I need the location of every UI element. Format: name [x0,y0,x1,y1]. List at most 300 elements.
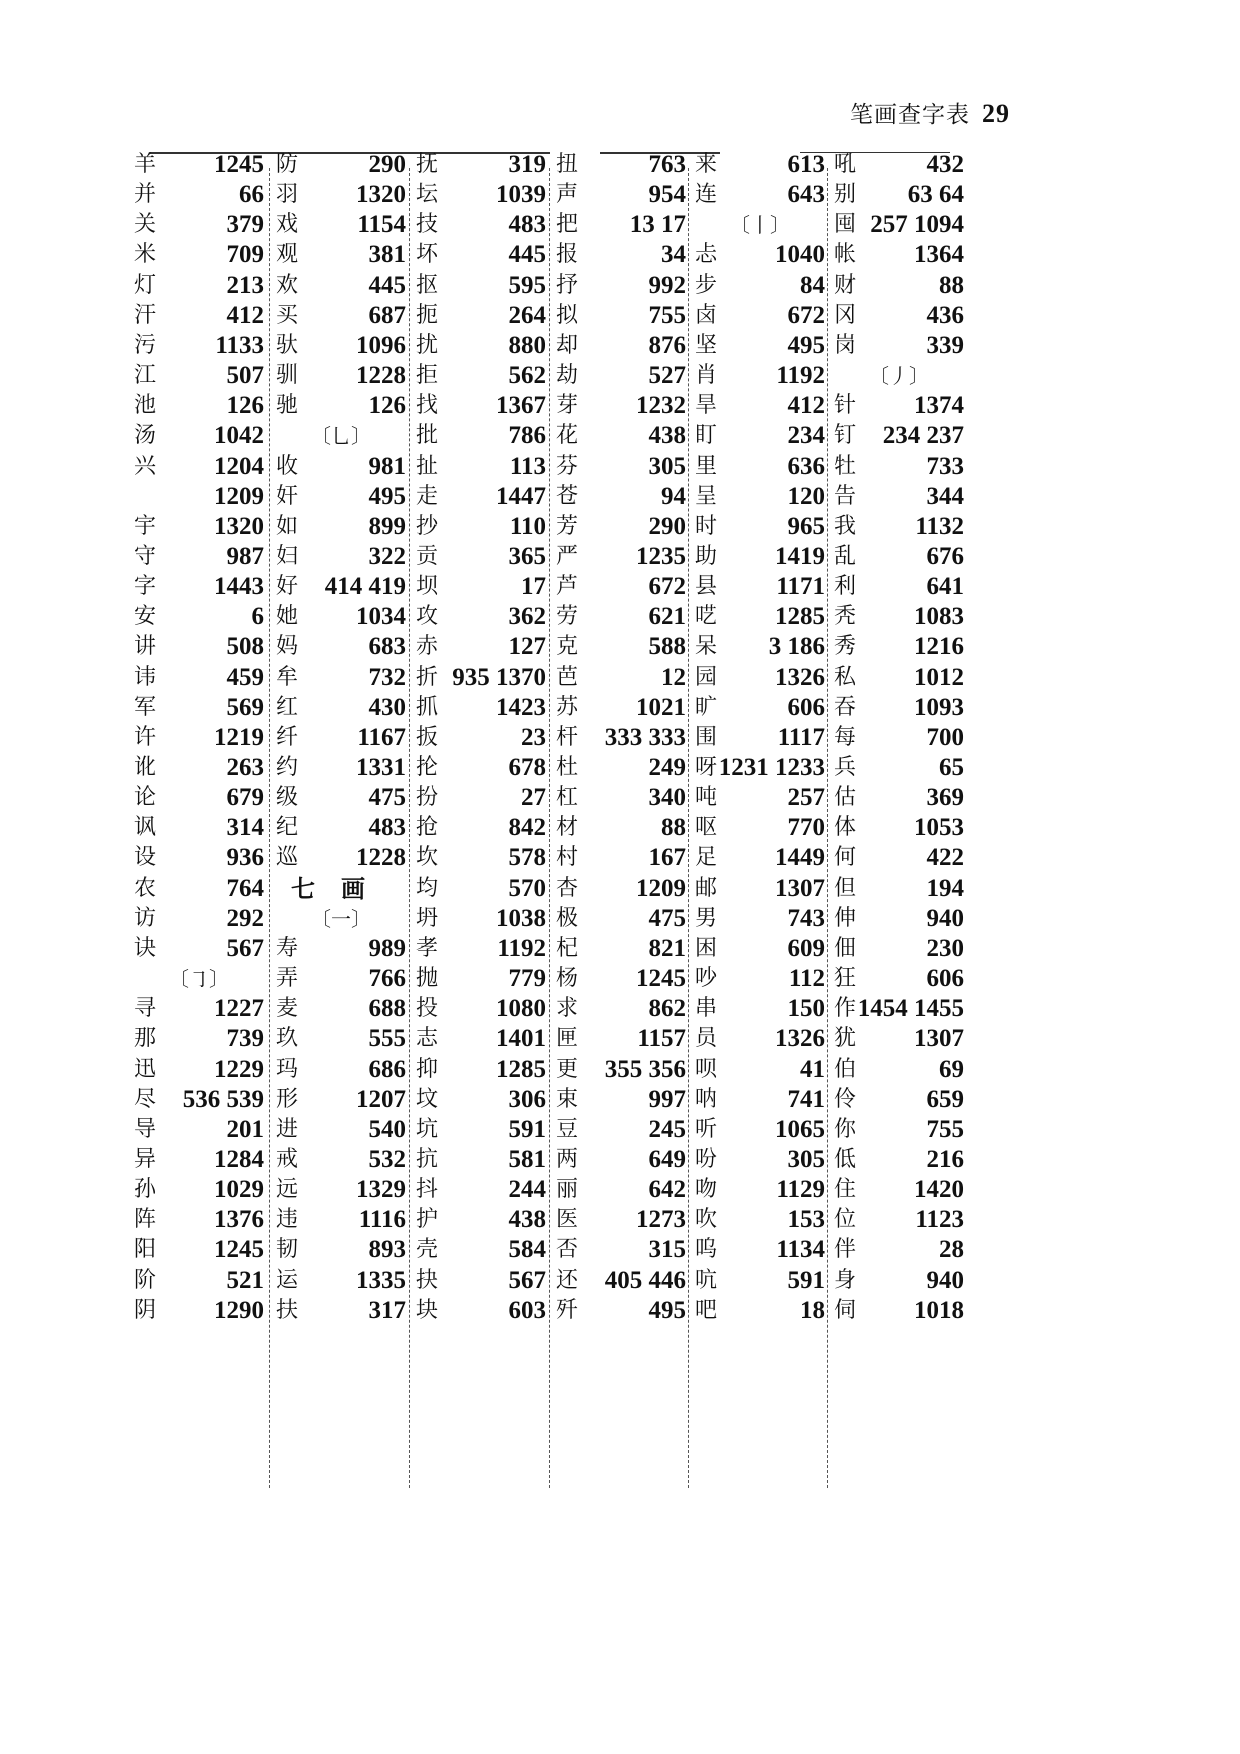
entry-character: 员 [695,1026,718,1052]
entry-page-number: 1042 [214,422,264,450]
entry-character: 扭 [556,152,579,177]
entry-character: 劫 [556,363,579,389]
entry-page-number: 567 [508,1266,546,1294]
entry-page-number: 150 [787,995,825,1023]
entry-character: 伶 [834,1086,857,1112]
entry-page-number: 540 [368,1115,406,1143]
entry-page-number: 1228 [356,362,406,390]
entry-page-number: 1235 [636,542,686,570]
entry-character: 坎 [416,845,439,871]
entry-character: 观 [276,242,299,268]
entry-character: 妇 [276,543,299,569]
entry-character: 每 [834,724,857,750]
entry-character: 羽 [276,182,299,208]
entry-character: 江 [134,363,157,389]
entry-page-number: 1034 [356,603,406,631]
entry-page-number: 1080 [496,995,546,1023]
entry-character: 把 [556,212,579,238]
entry-page-number: 679 [226,784,264,812]
entry-character: 关 [134,212,157,238]
entry-page-number: 369 [926,784,964,812]
entry-character: 抓 [416,694,439,720]
entry-page-number: 1335 [356,1266,406,1294]
entry-character: 找 [416,393,439,419]
entry-page-number: 1012 [914,663,964,691]
entry-page-number: 63 64 [907,181,964,209]
entry-page-number: 591 [787,1266,825,1294]
entry-character: 阶 [134,1267,157,1293]
entry-page-number: 570 [508,874,546,902]
entry-character: 坚 [695,332,718,358]
entry-character: 志 [416,1026,439,1052]
entry-character: 寿 [276,935,299,961]
entry-character: 抒 [556,272,579,298]
entry-page-number: 687 [368,301,406,329]
entry-character: 级 [276,785,299,811]
entry-character: 折 [416,664,439,690]
entry-page-number: 1307 [914,1025,964,1053]
entry-character: 讽 [134,815,157,841]
entry-page-number: 65 [939,754,964,781]
entry-character: 安 [134,604,157,630]
entry-page-number: 412 [787,392,825,420]
entry-page-number: 1232 [636,392,686,420]
entry-page-number: 862 [648,995,686,1023]
entry-character: 串 [695,996,718,1022]
entry-page-number: 613 [787,151,825,178]
entry-page-number: 1329 [356,1176,406,1204]
entry-page-number: 676 [926,542,964,570]
entry-page-number: 405 446 [604,1266,686,1294]
entry-character: 园 [695,664,718,690]
entry-page-number: 34 [661,241,686,269]
entry-page-number: 786 [508,422,546,450]
entry-page-number: 507 [226,362,264,390]
entry-page-number: 201 [226,1115,264,1143]
entry-page-number: 997 [648,1085,686,1113]
entry-character: 忐 [695,242,718,268]
entry-page-number: 1096 [356,331,406,359]
entry-page-number: 989 [368,934,406,962]
entry-page-number: 521 [226,1266,264,1294]
entry-page-number: 1454 1455 [857,995,964,1023]
entry-page-number: 1192 [776,362,825,390]
entry-page-number: 1376 [214,1206,264,1234]
entry-character: 困 [695,935,718,961]
entry-page-number: 126 [226,392,264,420]
entry-page-number: 606 [926,965,964,993]
entry-character: 帐 [834,242,857,268]
entry-character: 牟 [276,664,299,690]
entry-character: 坏 [416,242,439,268]
entry-character: 来 [695,152,718,177]
entry-page-number: 459 [226,663,264,691]
entry-character: 男 [695,905,718,931]
entry-page-number: 1021 [636,693,686,721]
entry-character: 讲 [134,634,157,660]
entry-page-number: 1245 [636,965,686,993]
entry-character: 却 [556,332,579,358]
entry-character: 钉 [834,423,857,449]
entry-page-number: 1320 [356,181,406,209]
entry-page-number: 567 [226,934,264,962]
entry-page-number: 317 [368,1296,406,1324]
entry-page-number: 445 [368,271,406,299]
entry-page-number: 1364 [914,241,964,269]
entry-page-number: 1039 [496,181,546,209]
entry-page-number: 13 17 [629,211,686,239]
entry-character: 声 [556,182,579,208]
entry-character: 防 [276,152,299,177]
entry-character: 抚 [416,152,439,177]
entry-page-number: 1307 [775,874,825,902]
column-divider [269,168,270,1488]
entry-page-number: 764 [226,874,264,902]
entry-page-number: 234 237 [882,422,964,450]
entry-page-number: 686 [368,1055,406,1083]
entry-page-number: 621 [648,603,686,631]
entry-page-number: 18 [800,1296,825,1324]
entry-page-number: 305 [648,452,686,480]
entry-page-number: 244 [508,1176,546,1204]
entry-character: 纪 [276,815,299,841]
entry-character: 吩 [695,1146,718,1172]
entry-character: 阴 [134,1297,157,1323]
entry-page-number: 1216 [914,633,964,661]
entry-character: 报 [556,242,579,268]
entry-page-number: 766 [368,965,406,993]
entry-character: 肖 [695,363,718,389]
entry-character: 何 [834,845,857,871]
entry-character: 违 [276,1207,299,1233]
entry-page-number: 120 [787,482,825,510]
entry-page-number: 755 [648,301,686,329]
entry-character: 私 [834,664,857,690]
entry-character: 农 [134,875,157,901]
entry-character: 严 [556,543,579,569]
entry-character: 芽 [556,393,579,419]
entry-character: 妈 [276,634,299,660]
entry-page-number: 591 [508,1115,546,1143]
entry-page-number: 981 [368,452,406,480]
entry-page-number: 194 [926,874,964,902]
entry-character: 远 [276,1177,299,1203]
entry-character: 芬 [556,453,579,479]
entry-character: 位 [834,1207,857,1233]
entry-character: 杏 [556,875,579,901]
entry-character: 呗 [695,1056,718,1082]
entry-page-number: 508 [226,633,264,661]
column-divider [827,168,828,1488]
entry-character: 吨 [695,785,718,811]
entry-character: 杆 [556,724,579,750]
entry-page-number: 344 [926,482,964,510]
entry-page-number: 659 [926,1085,964,1113]
entry-page-number: 940 [926,1266,964,1294]
entry-character: 进 [276,1116,299,1142]
entry-character: 步 [695,272,718,298]
entry-character: 形 [276,1086,299,1112]
entry-page-number: 1129 [776,1176,825,1204]
entry-character: 宇 [134,513,157,539]
column-divider [688,168,689,1488]
entry-character: 极 [556,905,579,931]
entry-page-number: 562 [508,362,546,390]
entry-page-number: 936 [226,844,264,872]
entry-character: 吻 [695,1177,718,1203]
entry-page-number: 245 [648,1115,686,1143]
entry-character: 克 [556,634,579,660]
entry-page-number: 27 [521,784,546,812]
entry-character: 她 [276,604,299,630]
entry-page-number: 314 [226,814,264,842]
entry-page-number: 527 [648,362,686,390]
entry-page-number: 292 [226,904,264,932]
entry-page-number: 1284 [214,1145,264,1173]
entry-page-number: 495 [648,1296,686,1324]
stroke-type-heading: 〔丿〕 [869,364,929,389]
entry-character: 守 [134,543,157,569]
entry-character: 豆 [556,1116,579,1142]
entry-character: 伯 [834,1056,857,1082]
entry-page-number: 213 [226,271,264,299]
entry-character: 批 [416,423,439,449]
entry-character: 坟 [416,1086,439,1112]
entry-character: 扼 [416,302,439,328]
entry-character: 欢 [276,272,299,298]
entry-character: 还 [556,1267,579,1293]
entry-character: 抄 [416,513,439,539]
entry-character: 访 [134,905,157,931]
entry-character: 好 [276,574,299,600]
entry-character: 寻 [134,996,157,1022]
entry-page-number: 1245 [214,151,264,178]
entry-character: 我 [834,513,857,539]
entry-page-number: 1331 [356,754,406,781]
entry-character: 围 [695,724,718,750]
entry-character: 束 [556,1086,579,1112]
entry-page-number: 842 [508,814,546,842]
entry-page-number: 1167 [357,723,406,751]
entry-character: 呈 [695,483,718,509]
entry-page-number: 306 [508,1085,546,1113]
entry-character: 杠 [556,785,579,811]
entry-page-number: 475 [648,904,686,932]
entry-character: 低 [834,1146,857,1172]
entry-page-number: 1229 [214,1055,264,1083]
entry-page-number: 315 [648,1236,686,1264]
entry-character: 呓 [695,604,718,630]
entry-page-number: 88 [939,271,964,299]
entry-page-number: 743 [787,904,825,932]
entry-character: 助 [695,543,718,569]
entry-page-number: 1447 [496,482,546,510]
entry-page-number: 263 [226,754,264,781]
entry-character: 孝 [416,935,439,961]
entry-page-number: 422 [926,844,964,872]
entry-page-number: 438 [508,1206,546,1234]
entry-page-number: 1219 [214,723,264,751]
entry-character: 拟 [556,302,579,328]
entry-character: 别 [834,182,857,208]
entry-character: 更 [556,1056,579,1082]
entry-character: 弄 [276,966,299,992]
entry-character: 讳 [134,664,157,690]
entry-page-number: 110 [509,512,546,540]
entry-character: 那 [134,1026,157,1052]
entry-page-number: 41 [800,1055,825,1083]
entry-page-number: 88 [661,814,686,842]
entry-character: 岗 [834,332,857,358]
entry-character: 狂 [834,966,857,992]
entry-character: 异 [134,1146,157,1172]
entry-character: 驮 [276,332,299,358]
entry-page-number: 636 [787,452,825,480]
entry-character: 兴 [134,453,157,479]
entry-character: 芳 [556,513,579,539]
entry-character: 壳 [416,1237,439,1263]
entry-page-number: 595 [508,271,546,299]
entry-page-number: 379 [226,211,264,239]
entry-character: 旷 [695,694,718,720]
entry-page-number: 741 [787,1085,825,1113]
entry-page-number: 1290 [214,1296,264,1324]
entry-character: 告 [834,483,857,509]
entry-character: 红 [276,694,299,720]
entry-character: 坛 [416,182,439,208]
entry-page-number: 940 [926,904,964,932]
entry-page-number: 432 [926,151,964,178]
entry-page-number: 355 356 [604,1055,686,1083]
entry-character: 杨 [556,966,579,992]
entry-character: 盯 [695,423,718,449]
entry-page-number: 1228 [356,844,406,872]
entry-page-number: 1132 [915,512,964,540]
stroke-type-heading: 〔丨〕 [730,213,790,238]
entry-character: 财 [834,272,857,298]
entry-page-number: 672 [787,301,825,329]
entry-page-number: 584 [508,1236,546,1264]
entry-character: 设 [134,845,157,871]
entry-character: 体 [834,815,857,841]
entry-character: 佃 [834,935,857,961]
entry-page-number: 230 [926,934,964,962]
entry-page-number: 112 [788,965,825,993]
entry-page-number: 1401 [496,1025,546,1053]
entry-page-number: 126 [368,392,406,420]
entry-page-number: 733 [926,452,964,480]
entry-character: 坝 [416,574,439,600]
entry-character: 针 [834,393,857,419]
entry-character: 卤 [695,302,718,328]
entry-page-number: 893 [368,1236,406,1264]
entry-character: 灯 [134,272,157,298]
entry-page-number: 954 [648,181,686,209]
entry-character: 杜 [556,755,579,780]
entry-character: 呐 [695,1086,718,1112]
entry-character: 时 [695,513,718,539]
entry-page-number: 732 [368,663,406,691]
entry-character: 扯 [416,453,439,479]
stroke-count-heading: 七画 [291,874,391,903]
entry-character: 苏 [556,694,579,720]
entry-character: 抑 [416,1056,439,1082]
entry-character: 孙 [134,1177,157,1203]
entry-page-number: 1154 [357,211,406,239]
entry-page-number: 1209 [636,874,686,902]
entry-page-number: 66 [239,181,264,209]
entry-character: 护 [416,1207,439,1233]
entry-character: 伺 [834,1297,857,1323]
entry-page-number: 1053 [914,814,964,842]
entry-page-number: 606 [787,693,825,721]
entry-character: 秃 [834,604,857,630]
entry-character: 犹 [834,1026,857,1052]
entry-character: 块 [416,1297,439,1323]
entry-character: 纤 [276,724,299,750]
entry-character: 扰 [416,332,439,358]
entry-character: 玛 [276,1056,299,1082]
entry-page-number: 880 [508,331,546,359]
entry-page-number: 84 [800,271,825,299]
entry-page-number: 12 [661,663,686,691]
entry-page-number: 578 [508,844,546,872]
entry-page-number: 17 [521,573,546,601]
entry-character: 邮 [695,875,718,901]
entry-page-number: 94 [661,482,686,510]
entry-page-number: 436 [926,301,964,329]
entry-character: 吧 [695,1297,718,1323]
entry-page-number: 23 [521,723,546,751]
entry-page-number: 588 [648,633,686,661]
entry-character: 芭 [556,664,579,690]
entry-page-number: 1134 [776,1236,825,1264]
entry-page-number: 569 [226,693,264,721]
entry-page-number: 1029 [214,1176,264,1204]
entry-page-number: 113 [509,452,546,480]
entry-character: 许 [134,724,157,750]
entry-character: 运 [276,1267,299,1293]
entry-page-number: 483 [508,211,546,239]
entry-character: 伴 [834,1237,857,1263]
entry-character: 否 [556,1237,579,1263]
entry-page-number: 1420 [914,1176,964,1204]
entry-character: 连 [695,182,718,208]
entry-page-number: 700 [926,723,964,751]
entry-character: 投 [416,996,439,1022]
entry-page-number: 495 [368,482,406,510]
entry-character: 韧 [276,1237,299,1263]
entry-page-number: 495 [787,331,825,359]
entry-page-number: 3 186 [768,633,825,661]
entry-character: 杞 [556,935,579,961]
entry-page-number: 1123 [915,1206,964,1234]
entry-page-number: 216 [926,1145,964,1173]
entry-character: 里 [695,453,718,479]
column-divider [549,168,550,1488]
entry-character: 吭 [695,1267,718,1293]
entry-page-number: 1093 [914,693,964,721]
entry-page-number: 642 [648,1176,686,1204]
entry-page-number: 1449 [775,844,825,872]
entry-page-number: 257 1094 [870,211,964,239]
stroke-type-heading: 〔乚〕 [311,424,371,449]
entry-character: 抉 [416,1267,439,1293]
entry-character: 麦 [276,996,299,1022]
entry-character: 吹 [695,1207,718,1233]
entry-character: 戒 [276,1146,299,1172]
entry-page-number: 649 [648,1145,686,1173]
